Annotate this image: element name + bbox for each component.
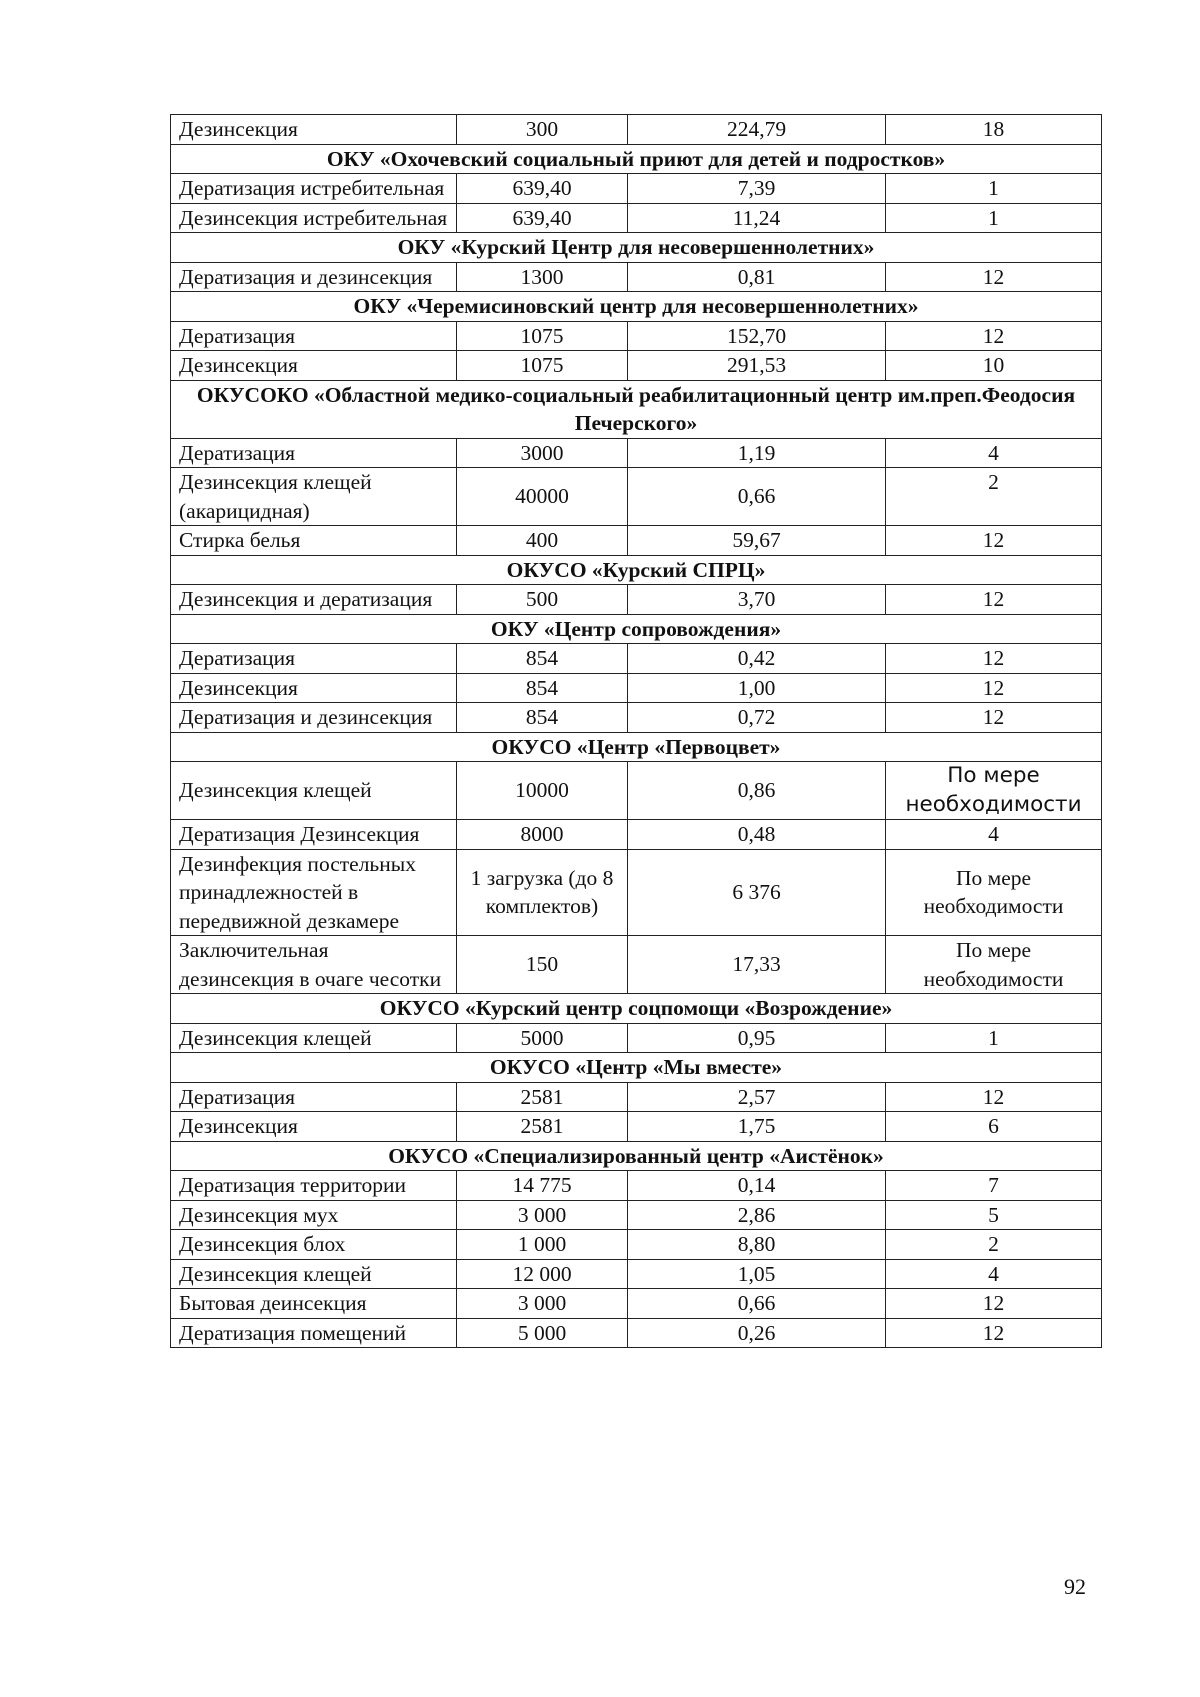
price-cell: 11,24 bbox=[628, 203, 886, 233]
table-row bbox=[171, 174, 1102, 204]
service-name-cell: Стирка белья bbox=[171, 526, 457, 556]
price-cell: 2,57 bbox=[628, 1082, 886, 1112]
section-header-row bbox=[171, 994, 1102, 1024]
volume-cell: 2581 bbox=[457, 1082, 628, 1112]
price-cell: 0,81 bbox=[628, 262, 886, 292]
table-row bbox=[171, 1318, 1102, 1348]
service-name-cell: Дезинсекция клещей (акарицидная) bbox=[171, 468, 457, 526]
volume-cell: 12 000 bbox=[457, 1259, 628, 1289]
table-row bbox=[171, 1171, 1102, 1201]
frequency-cell: 1 bbox=[886, 203, 1102, 233]
frequency-cell: 12 bbox=[886, 526, 1102, 556]
table-row bbox=[171, 585, 1102, 615]
section-title: ОКУСО «Специализированный центр «Аистёнок» bbox=[171, 1141, 1102, 1171]
section-title: ОКУСО «Курский СПРЦ» bbox=[171, 555, 1102, 585]
table-row bbox=[171, 526, 1102, 556]
volume-cell: 8000 bbox=[457, 820, 628, 850]
frequency-cell: 12 bbox=[886, 703, 1102, 733]
price-cell: 0,48 bbox=[628, 820, 886, 850]
volume-cell: 14 775 bbox=[457, 1171, 628, 1201]
price-cell: 0,95 bbox=[628, 1023, 886, 1053]
service-name-cell: Дезинсекция клещей bbox=[171, 762, 457, 820]
volume-cell: 150 bbox=[457, 936, 628, 994]
service-name-cell: Бытовая деинсекция bbox=[171, 1289, 457, 1319]
frequency-cell: 12 bbox=[886, 644, 1102, 674]
section-header-row bbox=[171, 732, 1102, 762]
frequency-cell: 2 bbox=[886, 468, 1102, 526]
price-cell: 0,86 bbox=[628, 762, 886, 820]
section-header-row bbox=[171, 144, 1102, 174]
table-row bbox=[171, 438, 1102, 468]
service-name-cell: Дезинсекция bbox=[171, 673, 457, 703]
section-title: ОКУСОКО «Областной медико-социальный реабилитационный центр им.преп.Феодосия Печерского» bbox=[171, 380, 1102, 438]
service-name-cell: Дезинфекция постельных принадлежностей в передвижной дезкамере bbox=[171, 849, 457, 936]
frequency-cell: 12 bbox=[886, 262, 1102, 292]
table-row bbox=[171, 262, 1102, 292]
service-name-cell: Дератизация bbox=[171, 321, 457, 351]
service-name-cell: Дезинсекция bbox=[171, 115, 457, 145]
table-body bbox=[171, 115, 1102, 1348]
section-header-row bbox=[171, 233, 1102, 263]
service-name-cell: Дезинсекция клещей bbox=[171, 1023, 457, 1053]
service-name-cell: Дезинсекция bbox=[171, 351, 457, 381]
service-name-cell: Дератизация и дезинсекция bbox=[171, 262, 457, 292]
price-cell: 59,67 bbox=[628, 526, 886, 556]
volume-cell: 5 000 bbox=[457, 1318, 628, 1348]
service-name-cell: Дезинсекция bbox=[171, 1112, 457, 1142]
frequency-cell: По мере необходимости bbox=[886, 936, 1102, 994]
table-row bbox=[171, 203, 1102, 233]
table-row bbox=[171, 1289, 1102, 1319]
price-cell: 152,70 bbox=[628, 321, 886, 351]
price-cell: 0,26 bbox=[628, 1318, 886, 1348]
frequency-cell: 12 bbox=[886, 321, 1102, 351]
table-row bbox=[171, 115, 1102, 145]
table-row bbox=[171, 321, 1102, 351]
section-header-row bbox=[171, 614, 1102, 644]
price-cell: 0,72 bbox=[628, 703, 886, 733]
service-name-cell: Дезинсекция мух bbox=[171, 1200, 457, 1230]
service-name-cell: Дератизация и дезинсекция bbox=[171, 703, 457, 733]
price-cell: 1,75 bbox=[628, 1112, 886, 1142]
table-row bbox=[171, 1112, 1102, 1142]
section-title: ОКУСО «Центр «Мы вместе» bbox=[171, 1053, 1102, 1083]
price-cell: 291,53 bbox=[628, 351, 886, 381]
page-number: 92 bbox=[1064, 1574, 1086, 1599]
volume-cell: 5000 bbox=[457, 1023, 628, 1053]
price-cell: 6 376 bbox=[628, 849, 886, 936]
service-name-cell: Дератизация истребительная bbox=[171, 174, 457, 204]
price-cell: 3,70 bbox=[628, 585, 886, 615]
table-row bbox=[171, 1082, 1102, 1112]
section-title: ОКУ «Охочевский социальный приют для детей и подростков» bbox=[171, 144, 1102, 174]
section-title: ОКУ «Черемисиновский центр для несовершеннолетних» bbox=[171, 292, 1102, 322]
frequency-cell: 12 bbox=[886, 673, 1102, 703]
table-row bbox=[171, 1230, 1102, 1260]
services-table bbox=[170, 114, 1102, 1348]
volume-cell: 854 bbox=[457, 703, 628, 733]
table-row bbox=[171, 762, 1102, 820]
table-row bbox=[171, 820, 1102, 850]
table-row bbox=[171, 673, 1102, 703]
price-cell: 0,66 bbox=[628, 468, 886, 526]
frequency-cell: 12 bbox=[886, 1082, 1102, 1112]
volume-cell: 1075 bbox=[457, 351, 628, 381]
frequency-cell: 1 bbox=[886, 174, 1102, 204]
table-row bbox=[171, 351, 1102, 381]
frequency-cell: 5 bbox=[886, 1200, 1102, 1230]
volume-cell: 1300 bbox=[457, 262, 628, 292]
section-header-row bbox=[171, 292, 1102, 322]
section-header-row bbox=[171, 1053, 1102, 1083]
section-header-row bbox=[171, 1141, 1102, 1171]
table-row bbox=[171, 468, 1102, 526]
table-row bbox=[171, 644, 1102, 674]
frequency-cell: 4 bbox=[886, 438, 1102, 468]
price-cell: 1,19 bbox=[628, 438, 886, 468]
volume-cell: 639,40 bbox=[457, 174, 628, 204]
service-name-cell: Дезинсекция и дератизация bbox=[171, 585, 457, 615]
volume-cell: 2581 bbox=[457, 1112, 628, 1142]
service-name-cell: Дератизация территории bbox=[171, 1171, 457, 1201]
volume-cell: 854 bbox=[457, 673, 628, 703]
price-cell: 2,86 bbox=[628, 1200, 886, 1230]
price-cell: 8,80 bbox=[628, 1230, 886, 1260]
volume-cell: 3000 bbox=[457, 438, 628, 468]
service-name-cell: Дератизация bbox=[171, 644, 457, 674]
volume-cell: 1 загрузка (до 8 комплектов) bbox=[457, 849, 628, 936]
table-row bbox=[171, 1023, 1102, 1053]
volume-cell: 500 bbox=[457, 585, 628, 615]
price-cell: 1,05 bbox=[628, 1259, 886, 1289]
frequency-cell: 12 bbox=[886, 1318, 1102, 1348]
service-name-cell: Дератизация помещений bbox=[171, 1318, 457, 1348]
volume-cell: 10000 bbox=[457, 762, 628, 820]
volume-cell: 1075 bbox=[457, 321, 628, 351]
service-name-cell: Дератизация Дезинсекция bbox=[171, 820, 457, 850]
service-name-cell: Дезинсекция истребительная bbox=[171, 203, 457, 233]
service-name-cell: Дезинсекция клещей bbox=[171, 1259, 457, 1289]
volume-cell: 300 bbox=[457, 115, 628, 145]
price-cell: 17,33 bbox=[628, 936, 886, 994]
volume-cell: 1 000 bbox=[457, 1230, 628, 1260]
volume-cell: 40000 bbox=[457, 468, 628, 526]
service-name-cell: Дезинсекция блох bbox=[171, 1230, 457, 1260]
frequency-cell: 4 bbox=[886, 1259, 1102, 1289]
table-row bbox=[171, 1259, 1102, 1289]
frequency-cell: 12 bbox=[886, 585, 1102, 615]
volume-cell: 3 000 bbox=[457, 1200, 628, 1230]
frequency-cell: 18 bbox=[886, 115, 1102, 145]
table-row bbox=[171, 1200, 1102, 1230]
volume-cell: 639,40 bbox=[457, 203, 628, 233]
service-name-cell: Заключительная дезинсекция в очаге чесотки bbox=[171, 936, 457, 994]
price-cell: 0,14 bbox=[628, 1171, 886, 1201]
frequency-cell: По мере необходимости bbox=[886, 849, 1102, 936]
frequency-cell: 2 bbox=[886, 1230, 1102, 1260]
price-cell: 7,39 bbox=[628, 174, 886, 204]
volume-cell: 854 bbox=[457, 644, 628, 674]
price-cell: 0,42 bbox=[628, 644, 886, 674]
service-name-cell: Дератизация bbox=[171, 1082, 457, 1112]
volume-cell: 3 000 bbox=[457, 1289, 628, 1319]
table-row bbox=[171, 703, 1102, 733]
section-title: ОКУСО «Курский центр соцпомощи «Возрождение» bbox=[171, 994, 1102, 1024]
volume-cell: 400 bbox=[457, 526, 628, 556]
frequency-cell: 4 bbox=[886, 820, 1102, 850]
frequency-cell: 10 bbox=[886, 351, 1102, 381]
service-name-cell: Дератизация bbox=[171, 438, 457, 468]
section-header-row bbox=[171, 380, 1102, 438]
table-row bbox=[171, 936, 1102, 994]
price-cell: 0,66 bbox=[628, 1289, 886, 1319]
section-title: ОКУСО «Центр «Первоцвет» bbox=[171, 732, 1102, 762]
frequency-cell: 1 bbox=[886, 1023, 1102, 1053]
section-title: ОКУ «Центр сопровождения» bbox=[171, 614, 1102, 644]
section-header-row bbox=[171, 555, 1102, 585]
frequency-cell: 7 bbox=[886, 1171, 1102, 1201]
frequency-cell: По мере необходимости bbox=[886, 762, 1102, 820]
price-cell: 224,79 bbox=[628, 115, 886, 145]
table-row bbox=[171, 849, 1102, 936]
frequency-cell: 6 bbox=[886, 1112, 1102, 1142]
section-title: ОКУ «Курский Центр для несовершеннолетних» bbox=[171, 233, 1102, 263]
frequency-cell: 12 bbox=[886, 1289, 1102, 1319]
price-cell: 1,00 bbox=[628, 673, 886, 703]
